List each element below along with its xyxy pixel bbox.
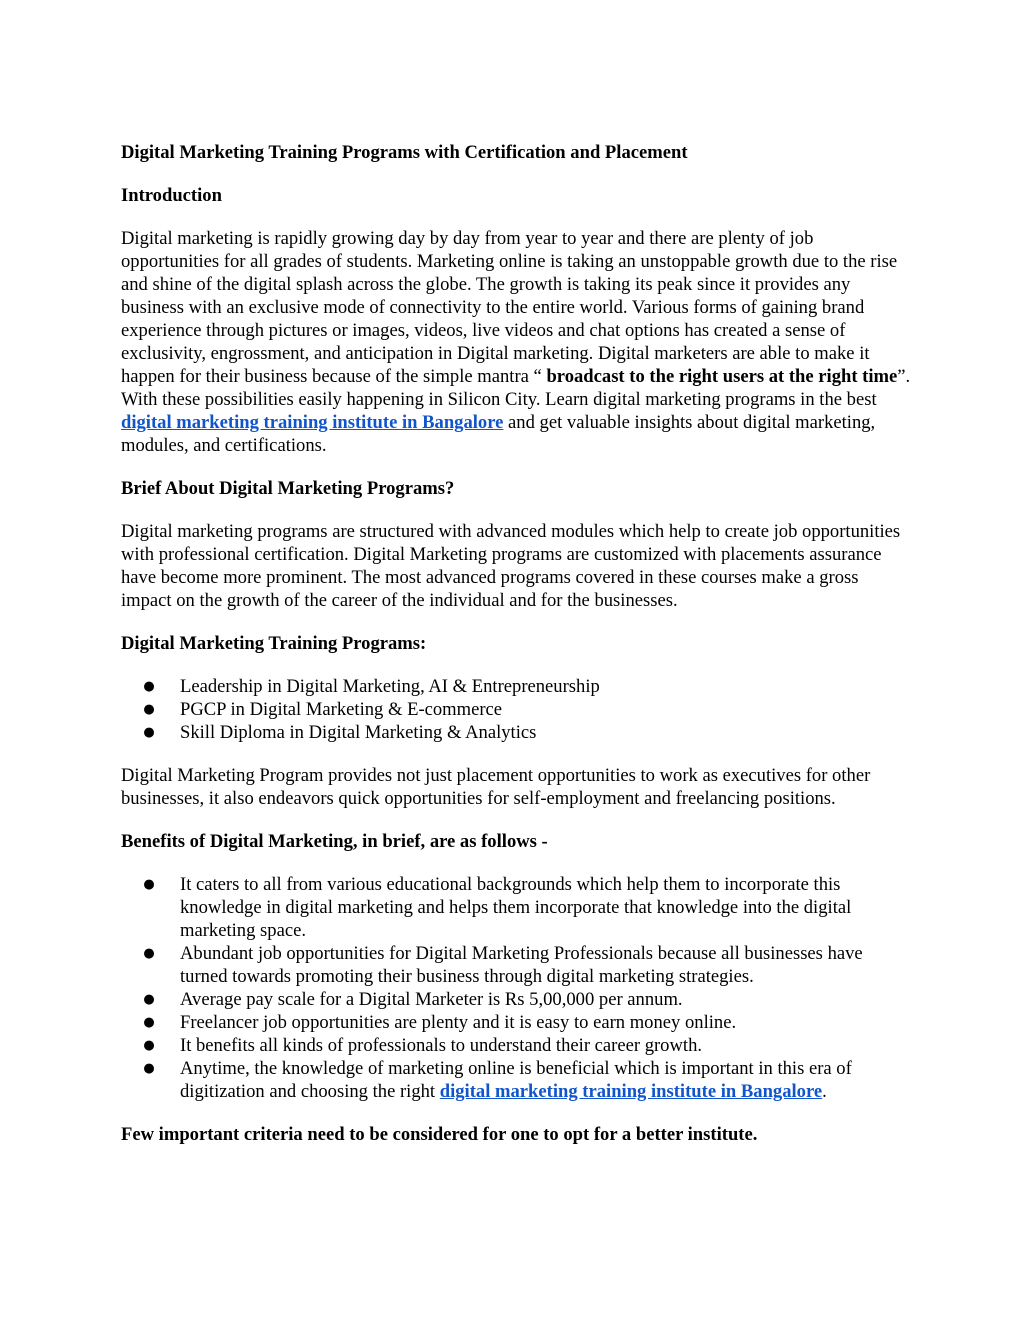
- program-label: PGCP in Digital Marketing & E-commerce: [180, 699, 503, 720]
- intro-text-1: Digital marketing is rapidly growing day by day from year to year and there are plenty of job opportunities for all grades of students. Marketing online is taking an unstoppable growth due to the rise and shine of the digital splash across the globe. The growth is taking its peak since it provides any business with an exclusive mode of connectivity to the entire world. Various forms of gaining brand experience through pictures or images, videos, live videos and chat options has created a sense of exclusivity, engrossment, and anticipation in Digital marketing. Digital marketers are able to make it happen for their business because of the simple mantra “: [121, 228, 898, 387]
- programs-list: [121, 675, 911, 744]
- bullet-icon: ●: [143, 679, 155, 694]
- benefit-text: Freelancer job opportunities are plenty and it is easy to earn money online.: [180, 1012, 737, 1033]
- bullet-icon: ●: [143, 702, 155, 717]
- program-label: Leadership in Digital Marketing, AI & Entrepreneurship: [180, 676, 600, 697]
- bullet-icon: ●: [143, 1015, 155, 1030]
- list-item: [121, 942, 911, 988]
- brief-paragraph: Digital marketing programs are structured with advanced modules which help to create job opportunities with professional certification. Digital Marketing programs are customized with placements assurance have become more prominent. The most advanced programs covered in these courses make a gross impact on the growth of the career of the individual and for the businesses.: [121, 521, 901, 611]
- institute-link[interactable]: digital marketing training institute in Bangalore: [439, 1081, 823, 1102]
- intro-text-2: ”. With these possibilities easily happening in Silicon City. Learn digital marketing programs in the best: [121, 366, 911, 410]
- benefits-heading: Benefits of Digital Marketing, in brief, are as follows -: [121, 831, 548, 852]
- benefit-text: It benefits all kinds of professionals to understand their career growth.: [180, 1035, 703, 1056]
- criteria-heading: Few important criteria need to be considered for one to opt for a better institute.: [121, 1124, 758, 1145]
- list-item: [121, 1057, 911, 1103]
- list-item: [121, 1034, 911, 1057]
- bullet-icon: ●: [143, 1061, 155, 1076]
- benefit-text: Anytime, the knowledge of marketing online is beneficial which is important in this era of digitization and choosing the right: [180, 1058, 852, 1102]
- intro-heading: Introduction: [121, 185, 222, 206]
- list-item: [121, 721, 911, 744]
- list-item: [121, 873, 911, 942]
- list-item: [121, 1011, 911, 1034]
- document-title: Digital Marketing Training Programs with Certification and Placement: [121, 142, 688, 163]
- benefits-list: [121, 873, 911, 1103]
- program-paragraph: Digital Marketing Program provides not just placement opportunities to work as executives for other businesses, it also endeavors quick opportunities for self-employment and freelancing positions.: [121, 765, 871, 809]
- list-item: [121, 698, 911, 721]
- intro-text-3: and get valuable insights about digital marketing, modules, and certifications.: [121, 412, 876, 456]
- benefit-text: Abundant job opportunities for Digital Marketing Professionals because all businesses have turned towards promoting their business through digital marketing strategies.: [180, 943, 863, 987]
- benefit-text: Average pay scale for a Digital Marketer is Rs 5,00,000 per annum.: [180, 989, 683, 1010]
- list-item: [121, 675, 911, 698]
- benefit-text: It caters to all from various educational backgrounds which help them to incorporate this knowledge in digital marketing and helps them incorporate that knowledge into the digital marketing space.: [180, 874, 852, 941]
- list-item: [121, 988, 911, 1011]
- benefit-end: .: [822, 1081, 827, 1102]
- bullet-icon: ●: [143, 1038, 155, 1053]
- bullet-icon: ●: [143, 877, 155, 892]
- institute-link[interactable]: digital marketing training institute in Bangalore: [121, 412, 504, 433]
- bullet-icon: ●: [143, 992, 155, 1007]
- program-label: Skill Diploma in Digital Marketing & Analytics: [180, 722, 537, 743]
- bullet-icon: ●: [143, 946, 155, 961]
- brief-heading: Brief About Digital Marketing Programs?: [121, 478, 455, 499]
- intro-paragraph: [121, 227, 911, 457]
- bullet-icon: ●: [143, 725, 155, 740]
- document-page: [121, 141, 911, 1146]
- intro-bold-mantra: broadcast to the right users at the right time: [546, 366, 898, 387]
- programs-heading: Digital Marketing Training Programs:: [121, 633, 427, 654]
